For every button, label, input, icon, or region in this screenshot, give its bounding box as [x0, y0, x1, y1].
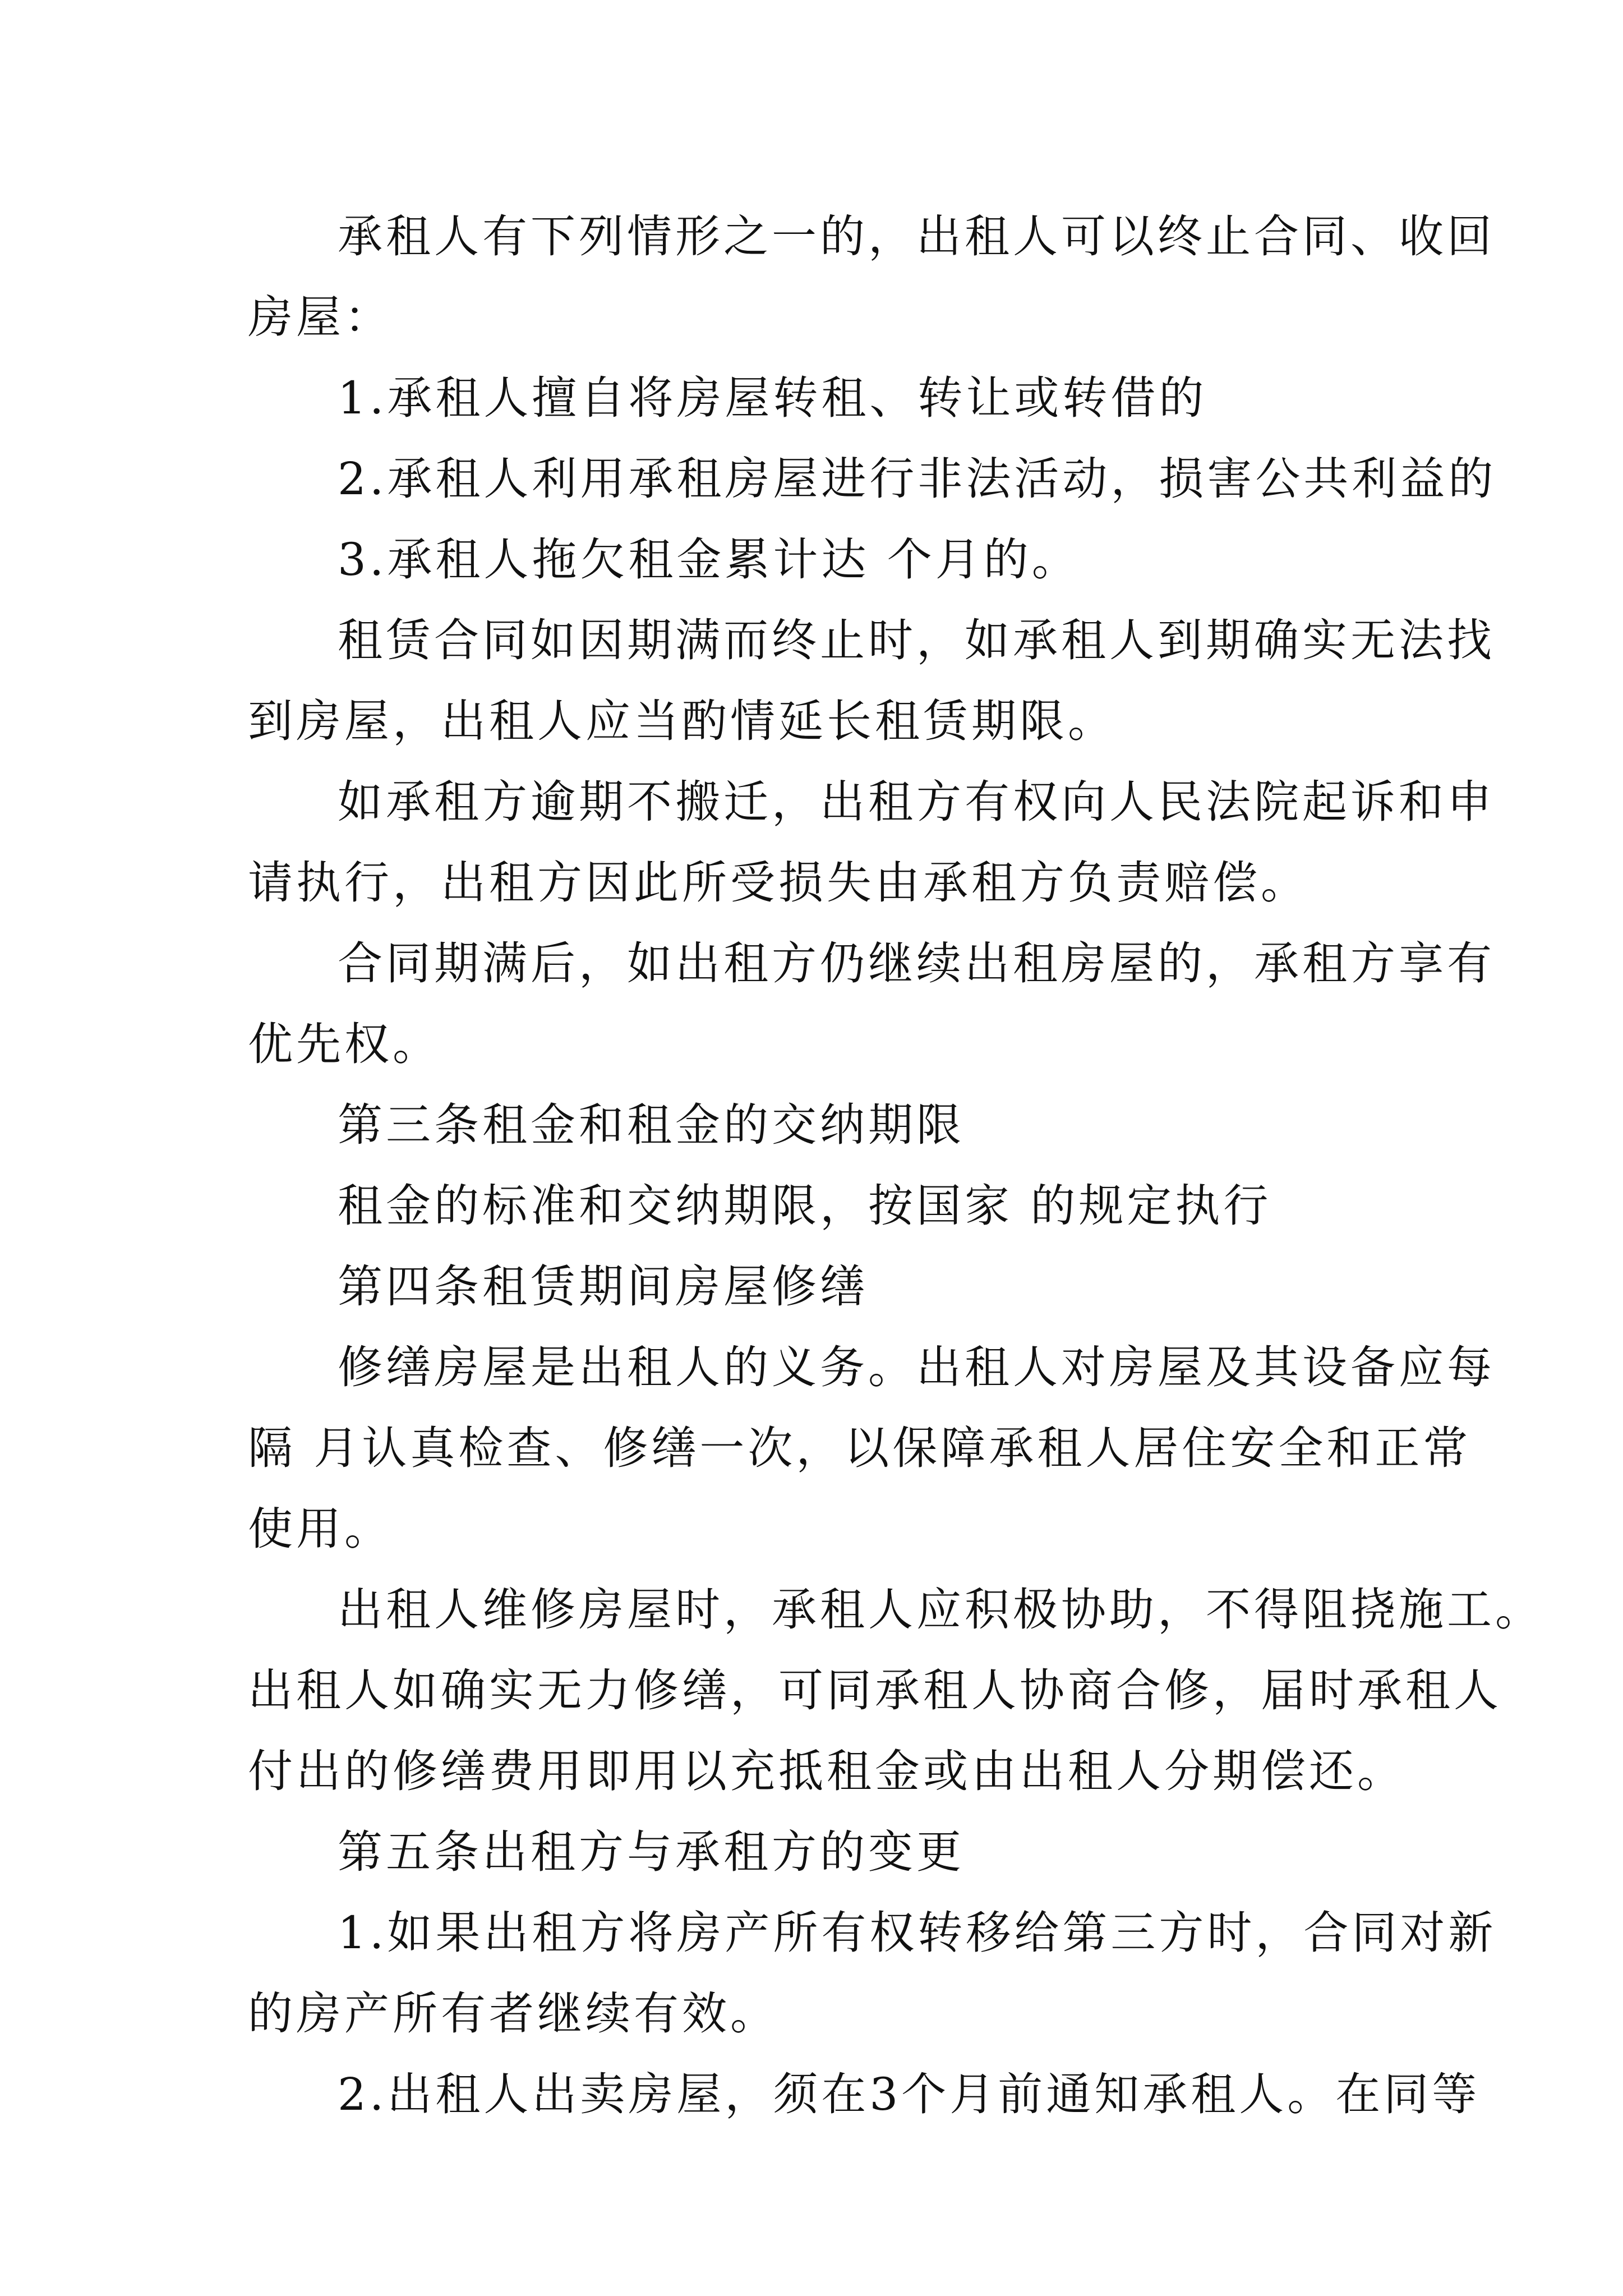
paragraph-line: 的房产所有者继续有效。 — [248, 1987, 778, 2040]
list-item: 1.如果出租方将房产所有权转移给第三方时，合同对新 — [338, 1907, 1497, 1959]
paragraph-line: 租赁合同如因期满而终止时，如承租人到期确实无法找 — [338, 614, 1495, 666]
paragraph-line: 请执行，出租方因此所受损失由承租方负责赔偿。 — [248, 857, 1309, 909]
section-heading: 第三条租金和租金的交纳期限 — [338, 1099, 965, 1151]
paragraph-line: 出租人如确实无力修缮，可同承租人协商合修，届时承租人 — [248, 1664, 1502, 1717]
document-body — [248, 196, 1543, 2135]
list-item: 2.出租人出卖房屋，须在3个月前通知承租人。在同等 — [338, 2068, 1481, 2120]
paragraph-line: 出租人维修房屋时，承租人应积极协助，不得阻挠施工。 — [338, 1584, 1543, 1636]
paragraph-line: 使用。 — [248, 1503, 393, 1555]
list-item: 3.承租人拖欠租金累计达 个月的。 — [338, 533, 1080, 586]
paragraph-line: 房屋： — [248, 291, 393, 343]
paragraph-line: 合同期满后，如出租方仍继续出租房屋的，承租方享有 — [338, 937, 1495, 990]
list-item: 2.承租人利用承租房屋进行非法活动，损害公共利益的 — [338, 453, 1497, 505]
paragraph-line: 如承租方逾期不搬迁，出租方有权向人民法院起诉和申 — [338, 776, 1495, 828]
paragraph-line: 隔 月认真检查、修缮一次，以保障承租人居住安全和正常 — [248, 1422, 1472, 1474]
section-heading: 第五条出租方与承租方的变更 — [338, 1826, 965, 1878]
paragraph-line: 租金的标准和交纳期限，按国家 的规定执行 — [338, 1180, 1272, 1232]
paragraph-line: 到房屋，出租人应当酌情延长租赁期限。 — [248, 695, 1116, 747]
section-heading: 第四条租赁期间房屋修缮 — [338, 1260, 868, 1313]
paragraph-line: 优先权。 — [248, 1018, 441, 1070]
list-item: 1.承租人擅自将房屋转租、转让或转借的 — [338, 372, 1207, 424]
paragraph-line: 承租人有下列情形之一的，出租人可以终止合同、收回 — [338, 210, 1495, 263]
paragraph-line: 修缮房屋是出租人的义务。出租人对房屋及其设备应每 — [338, 1341, 1495, 1393]
paragraph-line: 付出的修缮费用即用以充抵租金或由出租人分期偿还。 — [248, 1745, 1405, 1797]
